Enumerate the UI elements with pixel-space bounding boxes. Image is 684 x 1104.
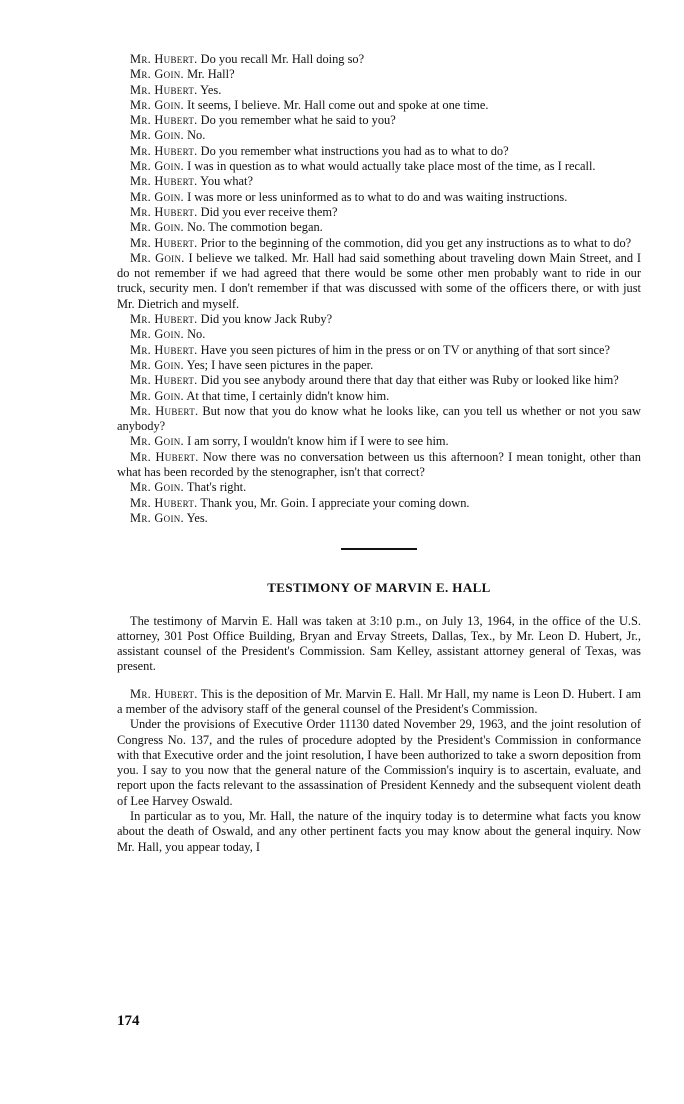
speaker-text: Have you seen pictures of him in the press or on TV or anything of that sort since?: [200, 342, 611, 357]
dialogue-line: [117, 205, 641, 220]
speaker-text: Yes.: [200, 82, 222, 97]
speaker-text: Did you know Jack Ruby?: [200, 312, 333, 327]
dialogue-line: [117, 358, 641, 373]
speaker-text: Do you recall Mr. Hall doing so?: [200, 52, 365, 66]
speaker-label: Mr. Goin.: [130, 480, 184, 495]
dialogue-line: [117, 144, 641, 159]
dialogue-line: [117, 52, 641, 67]
dialogue-line: [117, 480, 641, 495]
speaker-label: Mr. Hubert.: [130, 342, 198, 357]
dialogue-line: [117, 312, 641, 327]
speaker-text: This is the deposition of Mr. Marvin E. Hall. Mr Hall, my name is Leon D. Hubert. I am a member of the advisory staff of the general counsel of the President's Commission.: [117, 686, 641, 716]
speaker-label: Mr. Hubert.: [130, 373, 198, 388]
dialogue-line: [117, 67, 641, 82]
speaker-text: Do you remember what instructions you had as to what to do?: [200, 143, 509, 158]
speaker-text: No.: [187, 327, 206, 342]
dialogue-line: [117, 687, 641, 718]
speaker-label: Mr. Goin.: [130, 510, 184, 525]
speaker-label: Mr. Goin.: [130, 159, 184, 174]
speaker-label: Mr. Goin.: [130, 250, 185, 265]
speaker-label: Mr. Goin.: [130, 128, 184, 143]
speaker-label: Mr. Goin.: [130, 327, 184, 342]
intro-paragraph: The testimony of Marvin E. Hall was taken at 3:10 p.m., on July 13, 1964, in the office of the U.S. attorney, 301 Post Office Building, Bryan and Ervay Streets, Dallas, Tex., by Mr. Leon D. Hubert, Jr., assistant counsel of the President's Commission. Sam Kelley, assistant attorney general of Texas, was present.: [117, 613, 641, 674]
dialogue-line: [117, 98, 641, 113]
speaker-label: Mr. Hubert.: [130, 143, 198, 158]
speaker-text: At that time, I certainly didn't know him.: [186, 388, 390, 403]
speaker-text: I was more or less uninformed as to what to do and was waiting instructions.: [187, 189, 568, 204]
dialogue-line: [117, 327, 641, 342]
dialogue-line: [117, 511, 641, 526]
speaker-text: No. The commotion began.: [187, 220, 323, 235]
speaker-label: Mr. Hubert.: [130, 235, 198, 250]
speaker-text: It seems, I believe. Mr. Hall come out and spoke at one time.: [187, 97, 489, 112]
speaker-label: Mr. Hubert.: [130, 686, 198, 701]
speaker-text: You what?: [200, 174, 253, 189]
dialogue-line: [117, 159, 641, 174]
speaker-label: Mr. Goin.: [130, 388, 184, 403]
speaker-text: Thank you, Mr. Goin. I appreciate your coming down.: [200, 495, 470, 510]
dialogue-line: [117, 83, 641, 98]
speaker-label: Mr. Goin.: [130, 220, 184, 235]
dialogue-line: [117, 251, 641, 312]
speaker-label: Mr. Hubert.: [130, 449, 199, 464]
speaker-text: I am sorry, I wouldn't know him if I were to see him.: [187, 434, 449, 449]
top-dialogue: [117, 52, 641, 526]
speaker-text: Mr. Hall?: [187, 67, 235, 82]
speaker-label: Mr. Hubert.: [130, 113, 198, 128]
speaker-text: Did you see anybody around there that day that either was Ruby or looked like him?: [200, 373, 619, 388]
section-heading: TESTIMONY OF MARVIN E. HALL: [267, 580, 491, 596]
speaker-text: Yes.: [186, 510, 208, 525]
speaker-text: Did you ever receive them?: [200, 204, 338, 219]
speaker-text: No.: [187, 128, 206, 143]
dialogue-line: [117, 389, 641, 404]
section-divider: [341, 548, 417, 550]
speaker-text: Do you remember what he said to you?: [200, 113, 396, 128]
speaker-label: Mr. Goin.: [130, 97, 184, 112]
dialogue-line: [117, 450, 641, 481]
dialogue-line: [117, 128, 641, 143]
speaker-label: Mr. Goin.: [130, 357, 184, 372]
dialogue-line: [117, 113, 641, 128]
body-paragraph: In particular as to you, Mr. Hall, the nature of the inquiry today is to determine what facts you know about the death of Oswald, and any other pertinent facts you may know about the general inquiry. Now Mr. Hall, you appear today, I: [117, 809, 641, 854]
speaker-text: Now there was no conversation between us this afternoon? I mean tonight, other than what has been recorded by the stenographer, isn't that correct?: [117, 449, 641, 480]
dialogue-line: [117, 190, 641, 205]
speaker-label: Mr. Hubert.: [130, 204, 198, 219]
dialogue-line: [117, 343, 641, 358]
document-page: [117, 52, 641, 855]
speaker-text: I was in question as to what would actually take place most of the time, as I recall.: [187, 159, 596, 174]
speaker-text: Prior to the beginning of the commotion, did you get any instructions as to what to do?: [200, 235, 632, 250]
dialogue-line: [117, 220, 641, 235]
speaker-label: Mr. Goin.: [130, 189, 184, 204]
speaker-label: Mr. Hubert.: [130, 82, 198, 97]
dialogue-line: [117, 236, 641, 251]
speaker-text: That's right.: [186, 480, 247, 495]
speaker-label: Mr. Hubert.: [130, 174, 198, 189]
speaker-text: Yes; I have seen pictures in the paper.: [186, 357, 374, 372]
body-paragraph: Under the provisions of Executive Order 11130 dated November 29, 1963, and the joint resolution of Congress No. 137, and the rules of procedure adopted by the President's Commission in conformance with that Executive order and the joint resolution, I have been authorized to take a sworn deposition from you. I say to you now that the general nature of the Commission's inquiry is to ascertain, evaluate, and report upon the facts relevant to the assassination of President Kennedy and the subsequent violent death of Lee Harvey Oswald.: [117, 717, 641, 808]
page-number: 174: [117, 1013, 140, 1029]
dialogue-line: [117, 373, 641, 388]
speaker-label: Mr. Goin.: [130, 67, 184, 82]
speaker-label: Mr. Hubert.: [130, 495, 198, 510]
speaker-text: But now that you do know what he looks like, can you tell us whether or not you saw anybody?: [117, 403, 641, 434]
dialogue-line: [117, 174, 641, 189]
speaker-label: Mr. Hubert.: [130, 403, 199, 418]
dialogue-line: [117, 434, 641, 449]
dialogue-line: [117, 404, 641, 435]
speaker-label: Mr. Goin.: [130, 434, 184, 449]
speaker-text: I believe we talked. Mr. Hall had said something about traveling down Main Street, and I do not remember if we had agreed that there would be some other men probably want to ride in our truck, security men. I don't remember if that was discussed with some of the officers there, or with just Mr. Dietrich and myself.: [117, 250, 641, 311]
speaker-label: Mr. Hubert.: [130, 312, 198, 327]
speaker-label: Mr. Hubert.: [130, 52, 198, 66]
dialogue-line: [117, 496, 641, 511]
